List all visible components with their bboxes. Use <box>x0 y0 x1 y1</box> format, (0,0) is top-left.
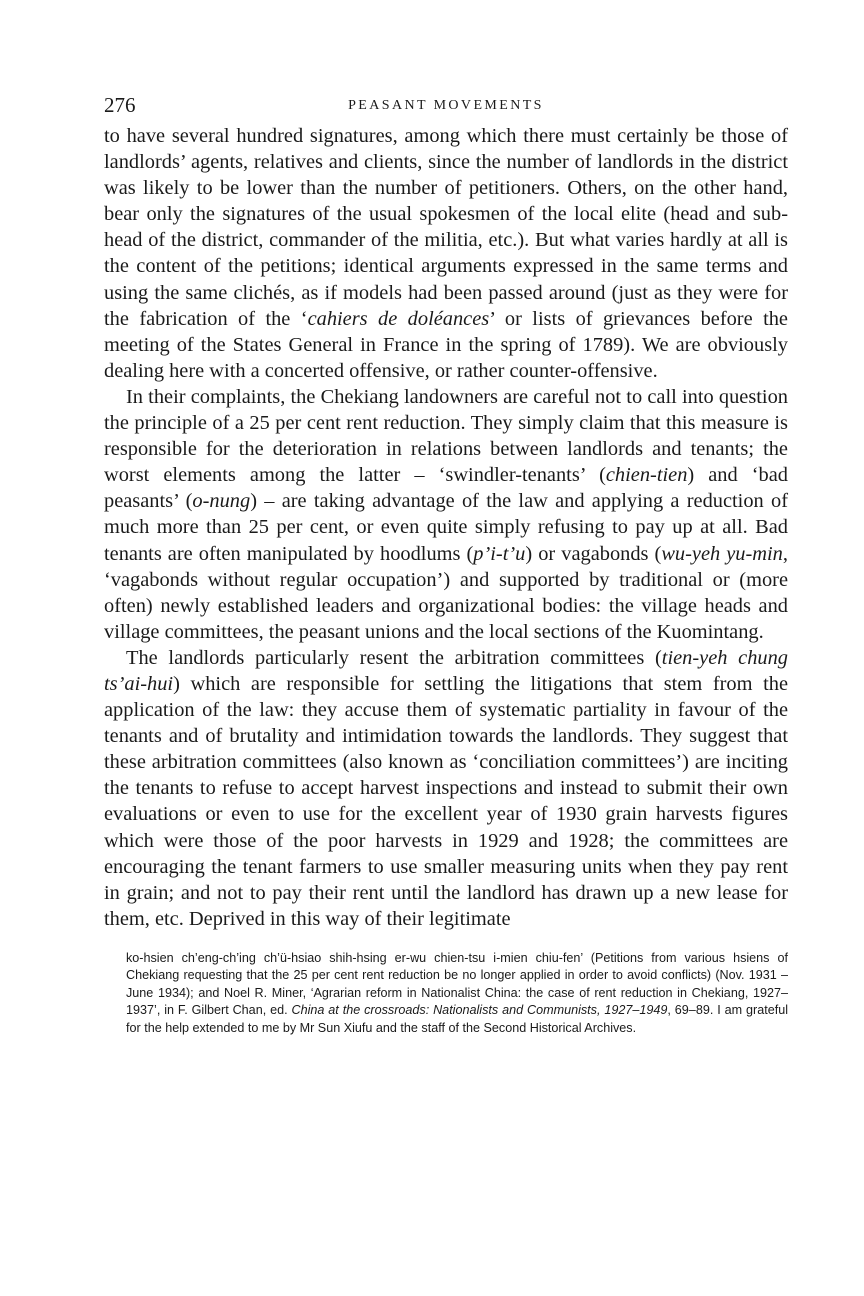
text-run: In their complaints, the Chekiang landowners are careful not to call into question the principle of a 25 per cent rent reduction. They simply claim that this measure is responsible for the deterioration in relations between landlords and tenants; the worst elements among the latter – ‘swindler-tenants’ ( <box>104 385 788 487</box>
text-run: to have several hundred signatures, among which there must certainly be those of landlords’ agents, relatives and clients, since the number of landlords in the district was likely to be lower than the number of petitioners. Others, on the other hand, bear only the signatures of the usual spokesmen of the local elite (head and sub-head of the district, commander of the militia, etc.). But what varies hardly at all is the content of the petitions; identical arguments expressed in the same terms and using the same clichés, as if models had been passed around (just as they were for the fabrication of the ‘ <box>104 125 788 330</box>
book-page <box>104 90 788 1037</box>
running-title: PEASANT MOVEMENTS <box>348 98 544 113</box>
text-run: ’ or lists of grievances before the meeting of the States General in France in the spring of 1789). We are obviously dealing here with a concerted offensive, or rather counter-offensive. <box>104 307 788 382</box>
italic-term: China at the crossroads: Nationalists and Communists, 1927–1949 <box>291 1003 668 1018</box>
text-run: The landlords particularly resent the arbitration committees ( <box>126 646 662 669</box>
text-run: ko-hsien ch’eng-ch’ing ch’ü-hsiao shih-hsing er-wu chien-tsu i-mien chiu-fen’ (Petitions from various hsiens of Chekiang requesting that the 25 per cent rent reduction be no longer applied in order to avoid conflicts) (Nov. 1931 – June 1934); and Noel R. Miner, ‘Agrarian reform in Nationalist China: the case of rent reduction in Chekiang, 1927–1937’, in F. Gilbert Chan, ed. <box>126 950 788 1018</box>
page-number: 276 <box>104 93 136 117</box>
paragraph-3 <box>104 645 788 932</box>
italic-term: cahiers de doléances <box>307 307 490 330</box>
text-run: ) and ‘bad peasants’ ( <box>104 464 788 513</box>
text-run: ) or vagabonds ( <box>525 542 662 565</box>
running-header <box>104 90 788 120</box>
body-text <box>104 123 788 932</box>
footnote <box>104 950 788 1037</box>
italic-term: tien-yeh chung ts’ai-hui <box>104 646 788 695</box>
text-run: ) which are responsible for settling the litigations that stem from the application of the law: they accuse them of systematic partiality in favour of the tenants and of brutality and intimidation towards the landlords. They suggest that these arbitration committees (also known as ‘conciliation committees’) are inciting the tenants to refuse to accept harvest inspections and instead to submit their own evaluations or even to use for the excellent year of 1930 grain harvests figures which were those of the poor harvests in 1929 and 1928; the committees are encouraging the tenant farmers to use smaller measuring units when they pay rent in grain; and not to pay their rent until the landlord has drawn up a new lease for them, etc. Deprived in this way of their legitimate <box>104 672 788 930</box>
text-run: , ‘vagabonds without regular occupation’) and supported by traditional or (more often) newly established leaders and organizational bodies: the village heads and village committees, the peasant unions and the local sections of the Kuomintang. <box>104 542 788 643</box>
text-run: ) – are taking advantage of the law and applying a reduction of much more than 25 per cent, or even quite simply refusing to pay up at all. Bad tenants are often manipulated by hoodlums ( <box>104 490 788 565</box>
italic-term: chien-tien <box>605 464 688 487</box>
italic-term: p’i-t’u <box>473 542 526 565</box>
paragraph-1 <box>104 123 788 384</box>
text-run: , 69–89. I am grateful for the help extended to me by Mr Sun Xiufu and the staff of the Second Historical Archives. <box>126 1003 789 1035</box>
italic-term: o-nung <box>192 490 251 513</box>
italic-term: wu-yeh yu-min <box>661 542 783 565</box>
paragraph-2 <box>104 384 788 645</box>
